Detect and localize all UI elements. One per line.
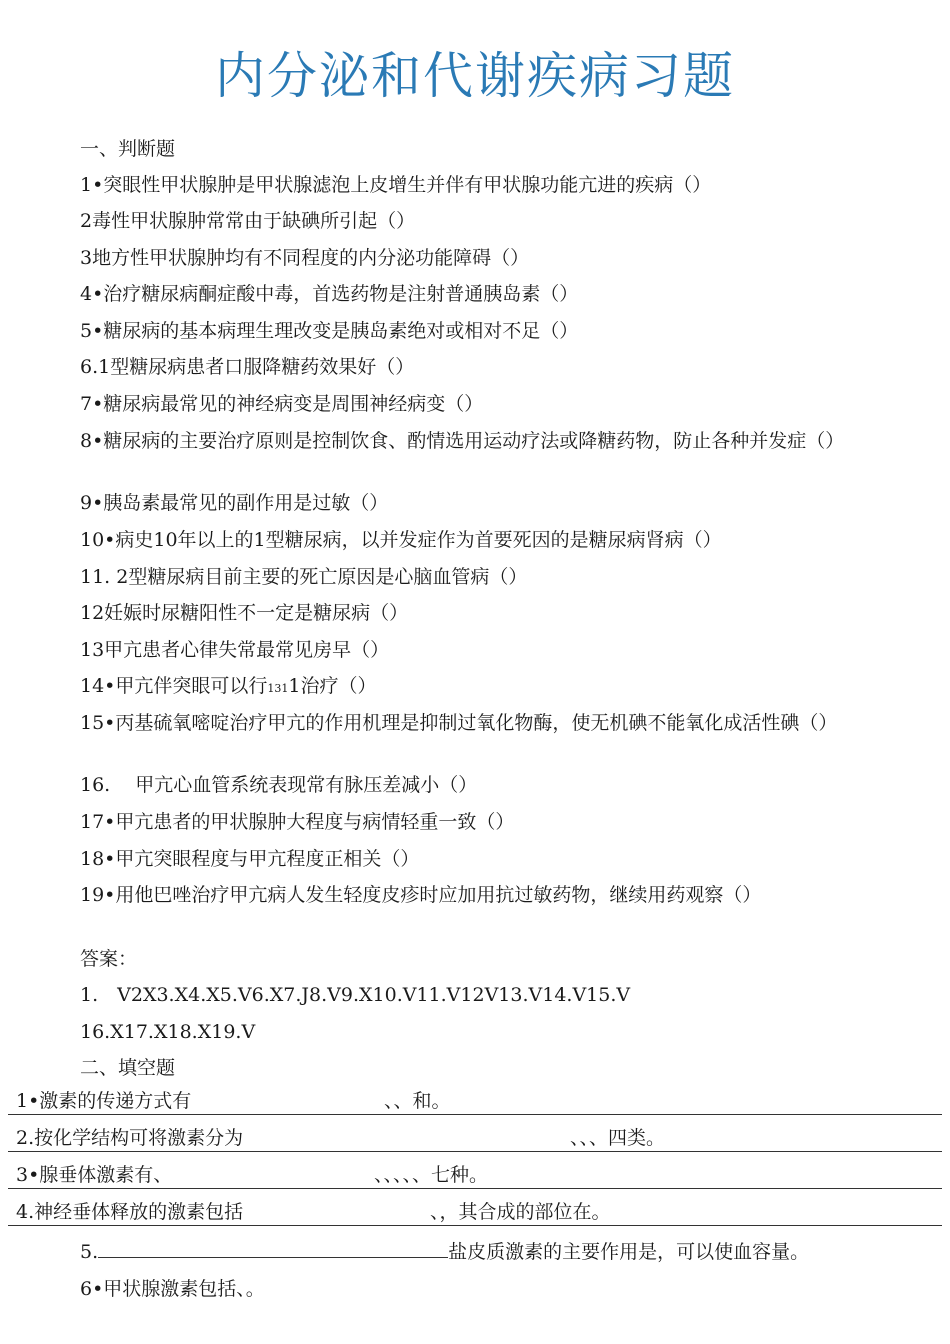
tf-item-7: 7•糖尿病最常见的神经病变是周围神经病变（）: [80, 393, 484, 415]
tf-item-3: 3地方性甲状腺肿均有不同程度的内分泌功能障碍（）: [80, 247, 530, 269]
tf-item-5: 5•糖尿病的基本病理生理改变是胰岛素绝对或相对不足（）: [80, 320, 579, 342]
tf-item-18: 18•甲亢突眼程度与甲亢程度正相关（）: [80, 848, 420, 870]
fill-item-3-text: 3•腺垂体激素有、: [16, 1164, 173, 1186]
answer-line-1: 1. V2X3.X4.X5.V6.X7.J8.V9.X10.V11.V12V13.V14.V15.V: [80, 984, 631, 1006]
tf-item-13: 13甲亢患者心律失常最常见房早（）: [80, 639, 390, 661]
fill-item-5: [80, 1239, 809, 1265]
fill-item-2-text: 2.按化学结构可将激素分为: [16, 1127, 244, 1149]
tf-item-4: 4•治疗糖尿病酮症酸中毒，首选药物是注射普通胰岛素（）: [80, 283, 579, 305]
tf-item-1: 1•突眼性甲状腺肿是甲状腺滤泡上皮增生并伴有甲状腺功能亢进的疾病（）: [80, 174, 712, 196]
tf-item-16: 16. 甲亢心血管系统表现常有脉压差减小（）: [80, 774, 478, 796]
fill-item-6: 6•甲状腺激素包括、。: [80, 1278, 265, 1300]
fill-item-5-text: 盐皮质激素的主要作用是，可以使血容量。: [448, 1241, 810, 1263]
answer-heading: 答案：: [80, 948, 138, 970]
tf-item-14: [80, 673, 376, 702]
tf-item-2: 2毒性甲状腺肿常常由于缺碘所引起（）: [80, 210, 416, 232]
tf-item-10: 10•病史10年以上的1型糖尿病，以并发症作为首要死因的是糖尿病肾病（）: [80, 529, 722, 551]
tf-item-17: 17•甲亢患者的甲状腺肿大程度与病情轻重一致（）: [80, 811, 515, 833]
section-heading-fill-blank: 二、填空题: [80, 1057, 176, 1079]
tf-item-8: 8•糖尿病的主要治疗原则是控制饮食、酌情选用运动疗法或降糖药物，防止各种并发症（）: [80, 430, 845, 452]
fill-item-4-tail: 、，其合成的部位在。: [430, 1201, 611, 1223]
fill-item-4: [8, 1199, 942, 1226]
section-heading-true-false: 一、判断题: [80, 138, 176, 160]
tf-item-15: 15•丙基硫氧嘧啶治疗甲亢的作用机理是抑制过氧化物酶，使无机碘不能氧化成活性碘（）: [80, 712, 838, 734]
tf-item-19: 19•用他巴唑治疗甲亢病人发生轻度皮疹时应加用抗过敏药物，继续用药观察（）: [80, 884, 762, 906]
tf-item-11: 11. 2型糖尿病目前主要的死亡原因是心脑血管病（）: [80, 566, 528, 588]
tf-item-14-pre: 14•甲亢伴突眼可以行: [80, 675, 268, 697]
fill-item-1: [8, 1088, 942, 1115]
tf-item-14-post: 1治疗（）: [288, 675, 377, 697]
tf-item-12: 12妊娠时尿糖阳性不一定是糖尿病（）: [80, 602, 409, 624]
tf-item-9: 9•胰岛素最常见的副作用是过敏（）: [80, 492, 389, 514]
tf-item-14-sup: 131: [267, 682, 289, 695]
tf-item-6: 6.1型糖尿病患者口服降糖药效果好（）: [80, 356, 415, 378]
fill-item-5-blank: [98, 1239, 448, 1258]
fill-item-3: [8, 1162, 942, 1189]
answer-line-2: 16.X17.X18.X19.V: [80, 1021, 256, 1043]
fill-item-2: [8, 1125, 942, 1152]
fill-item-2-tail: 、、、四类。: [570, 1127, 666, 1149]
page-title: 内分泌和代谢疾病习题: [215, 47, 735, 105]
fill-item-4-text: 4.神经垂体释放的激素包括: [16, 1201, 244, 1223]
fill-item-1-tail: 、、和。: [384, 1090, 451, 1112]
fill-item-3-tail: 、、、、、七种。: [374, 1164, 489, 1186]
fill-item-5-num: 5.: [80, 1241, 99, 1263]
fill-item-1-text: 1•激素的传递方式有: [16, 1090, 192, 1112]
